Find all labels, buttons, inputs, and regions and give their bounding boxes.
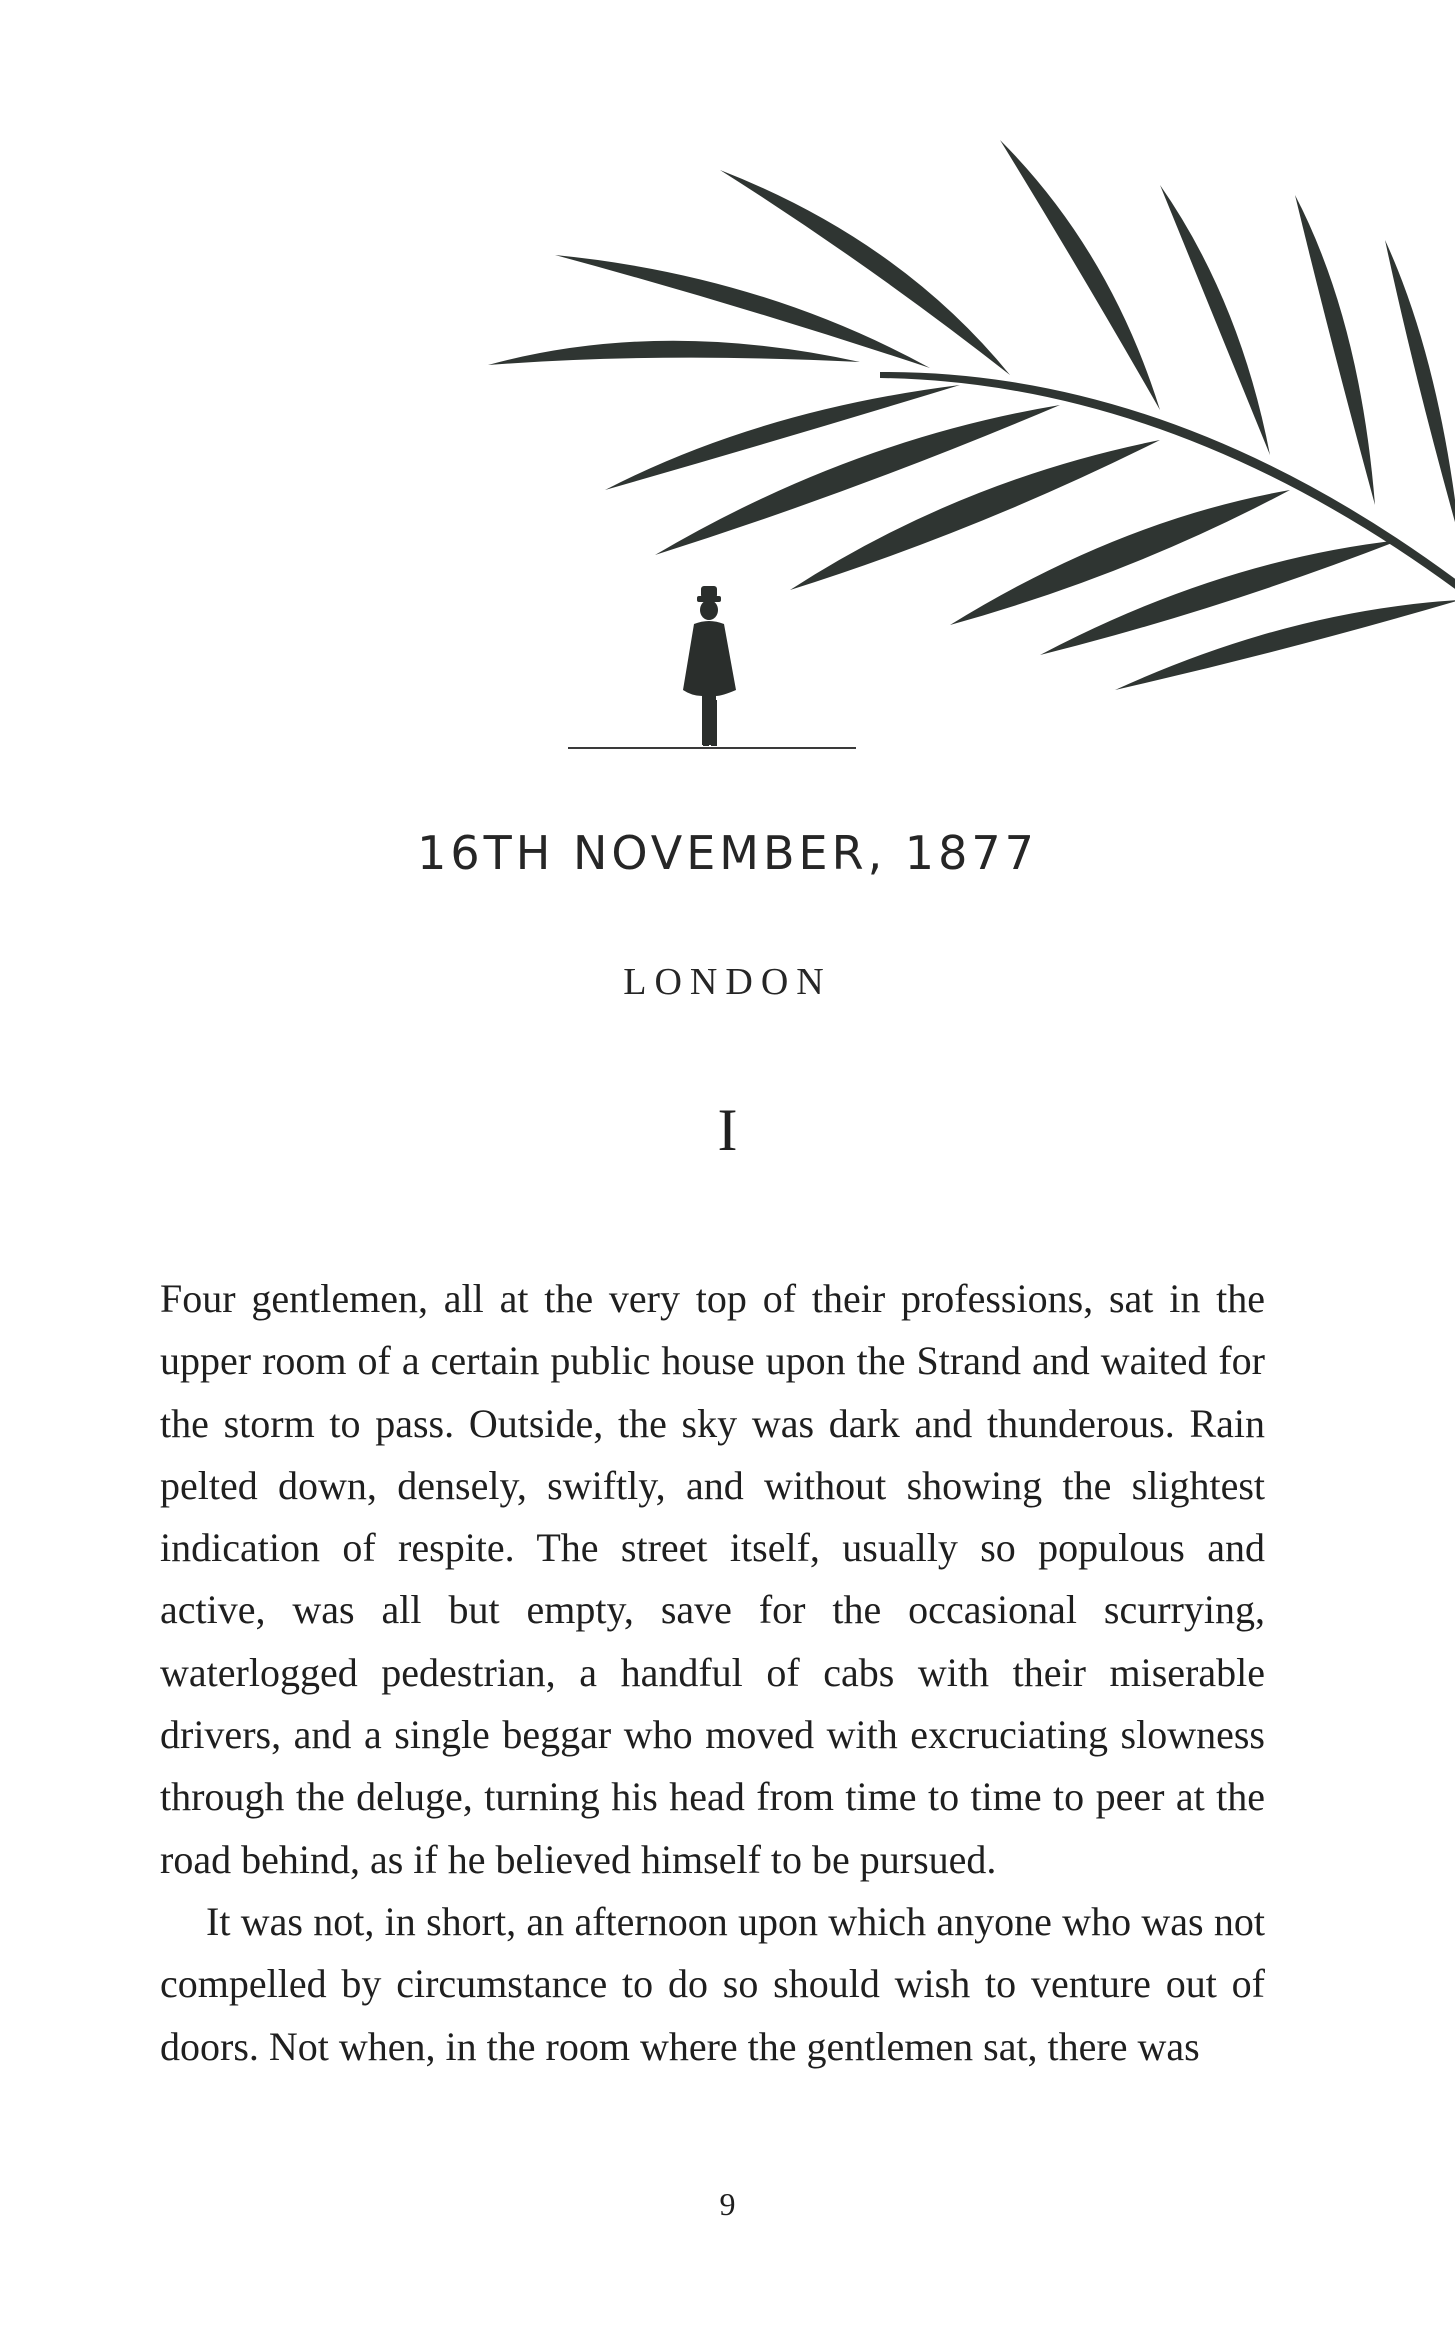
standing-man-silhouette-icon [683, 586, 736, 746]
paragraph-2: It was not, in short, an afternoon upon which anyone who was not compelled by circumstance to do so should wish to venture out of doors. Not when, in the room where the gentlemen sat, there was [160, 1898, 1265, 2069]
chapter-place-heading: LONDON [623, 961, 832, 1003]
page-number: 9 [719, 2186, 736, 2222]
chapter-body-text [160, 1268, 1265, 2078]
chapter-illustration [0, 0, 1455, 780]
palm-frond-icon [488, 140, 1455, 690]
chapter-date-heading: 16TH NOVEMBER, 1877 [417, 826, 1038, 880]
paragraph-1: Four gentlemen, all at the very top of their professions, sat in the upper room of a certain public house upon the Strand and waited for the storm to pass. Outside, the sky was dark and thunderous. Rain pelted down, densely, swiftly, and without showing the slightest indication of respite. The street itself, usually so populous and active, was all but empty, save for the occasional scurrying, waterlogged pedestrian, a handful of cabs with their miserable drivers, and a single beggar who moved with excruciating slowness through the deluge, turning his head from time to time to peer at the road behind, as if he believed himself to be pursued. [160, 1276, 1265, 1882]
chapter-number: I [717, 1097, 738, 1163]
